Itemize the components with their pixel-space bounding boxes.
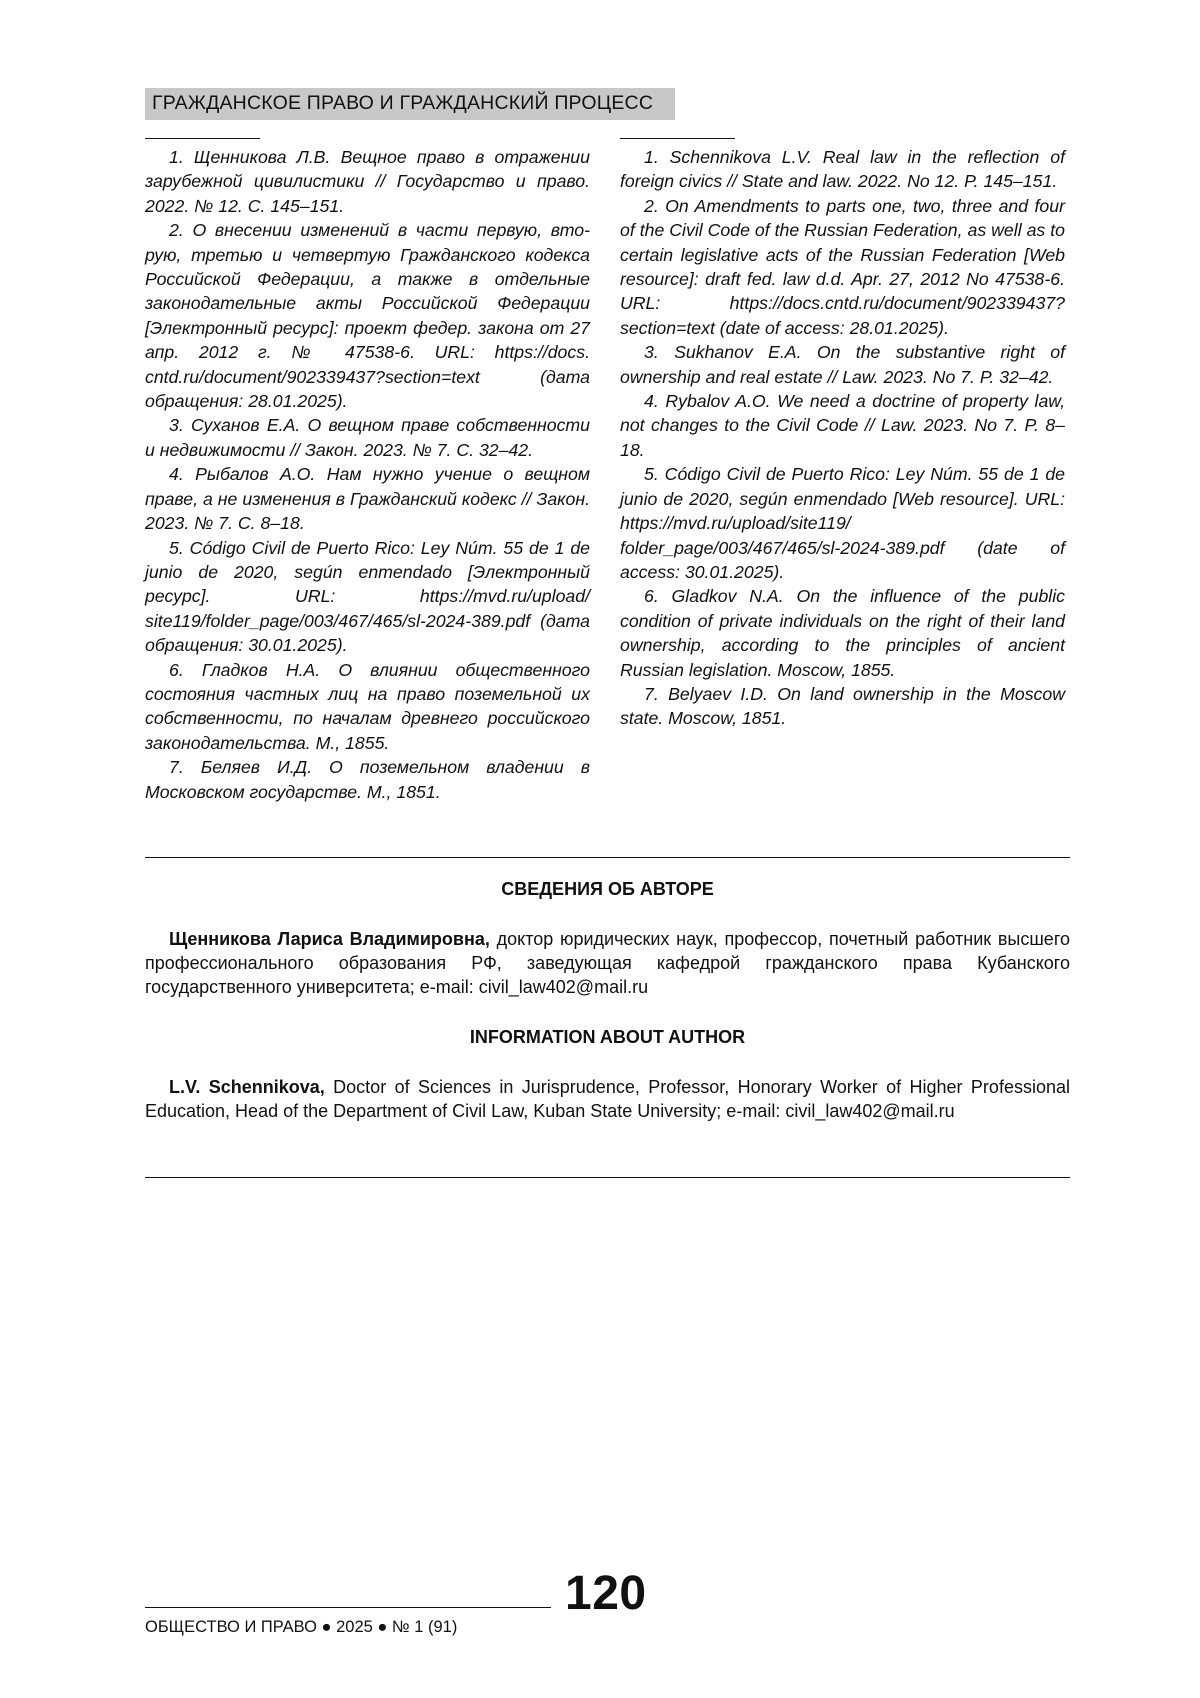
footnote-rule (620, 138, 735, 139)
author-ru-details: доктор юридических наук, профессор, почетный работник высшего профессионального образования РФ, заведующая кафедрой гражданского права Кубанского государственного университета; e-mail: civil_law402@mail.ru (145, 929, 1070, 997)
reference-ru-item: 1. Щенникова Л.В. Вещное право в отраже­нии зарубежной цивилистики // Государство и право. 2022. № 12. С. 145–151. (145, 145, 590, 218)
reference-en-item: 7. Belyaev I.D. On land ownership in the Moscow state. Moscow, 1851. (620, 682, 1065, 731)
reference-ru-item: 4. Рыбалов А.О. Нам нужно учение о вещном праве, а не изменения в Гражданский кодекс // Закон. 2023. № 7. С. 8–18. (145, 462, 590, 535)
references-en-column (620, 138, 1065, 731)
footnote-rule (145, 138, 260, 139)
journal-info: ОБЩЕСТВО И ПРАВО ● 2025 ● № 1 (91) (145, 1616, 457, 1638)
reference-ru-item: 6. Гладков Н.А. О влиянии общественного состояния частных лиц на право поземельной их собственности, по началам древнего рос­сийского законодательства. М., 1855. (145, 658, 590, 756)
reference-ru-item: 3. Суханов Е.А. О вещном праве собственно­сти и недвижимости // Закон. 2023. № 7. С. 32–42. (145, 413, 590, 462)
divider-bottom (145, 1177, 1070, 1178)
reference-en-item: 4. Rybalov A.O. We need a doctrine of property law, not changes to the Civil Code // Law. 2023. No 7. P. 8–18. (620, 389, 1065, 462)
footer-rule (145, 1607, 551, 1608)
author-en-details: Doctor of Sciences in Jurisprudence, Professor, Honorary Worker of Higher Professional Education, Head of the Department of Civil Law, Kuban State University; e-mail: civil_​law402@mail.ru (145, 1077, 1070, 1121)
author-en-paragraph (145, 1075, 1070, 1123)
page-number: 120 (565, 1568, 647, 1620)
author-ru-name: Щенникова Лариса Владимировна, (169, 929, 490, 949)
reference-ru-item: 5. Código Civil de Puerto Rico: Ley Núm. 55 de 1 de junio de 2020, según enmendado [Элек­тронный ресурс]. URL: https://mvd.ru/upload/​site119/folder_page/003/467/465/sl-2024-389.pdf (дата обращения: 30.01.2025). (145, 536, 590, 658)
reference-en-item: 2. On Amendments to parts one, two, three and four of the Civil Code of the Russian Federation, as well as to certain legislative acts of the Russian Federation [Web resource]: draft fed. law d.d. Apr. 27, 2012 No 47538-6. URL: https://docs.cntd.​ru/document/902339437?section=text (date of access: 28.01.2025). (620, 194, 1065, 340)
reference-ru-item: 7. Беляев И.Д. О поземельном владении в Московском государстве. М., 1851. (145, 755, 590, 804)
author-ru-paragraph (145, 927, 1070, 1000)
author-en-heading: INFORMATION ABOUT AUTHOR (145, 1025, 1070, 1049)
author-en-name: L.V. Schennikova, (169, 1077, 325, 1097)
reference-ru-item: 2. О внесении изменений в части первую, вто­рую, третью и четвертую Гражданского кодек­са Российской Федерации, а также в отдельные законодательные акты Российской Федерации [Электронный ресурс]: проект федер. закона от 27 апр. 2012 г. № 47538-6. URL: https://docs.​cntd.ru/document/902339437?section=text (дата обращения: 28.01.2025). (145, 218, 590, 413)
reference-en-item: 6. Gladkov N.A. On the influence of the public condition of private individuals on the right of their land ownership, according to the principles of ancient Russian legislation. Moscow, 1855. (620, 584, 1065, 682)
reference-en-item: 1. Schennikova L.V. Real law in the reflection of foreign civics // State and law. 2022. No 12. P. 145–151. (620, 145, 1065, 194)
author-ru-heading: СВЕДЕНИЯ ОБ АВТОРЕ (145, 877, 1070, 901)
reference-en-item: 5. Código Civil de Puerto Rico: Ley Núm. 55 de 1 de junio de 2020, según enmendado [Web resource]. URL: https://mvd.ru/upload/site119/​folder_page/003/467/465/sl-2024-389.pdf (date of access: 30.01.2025). (620, 462, 1065, 584)
divider-top (145, 857, 1070, 858)
journal-page (0, 0, 1200, 1698)
section-header-title: ГРАЖДАНСКОЕ ПРАВО И ГРАЖДАНСКИЙ ПРОЦЕСС (152, 90, 653, 116)
reference-en-item: 3. Sukhanov E.A. On the substantive right of ownership and real estate // Law. 2023. No 7. P. 32–42. (620, 340, 1065, 389)
references-ru-column (145, 138, 590, 804)
